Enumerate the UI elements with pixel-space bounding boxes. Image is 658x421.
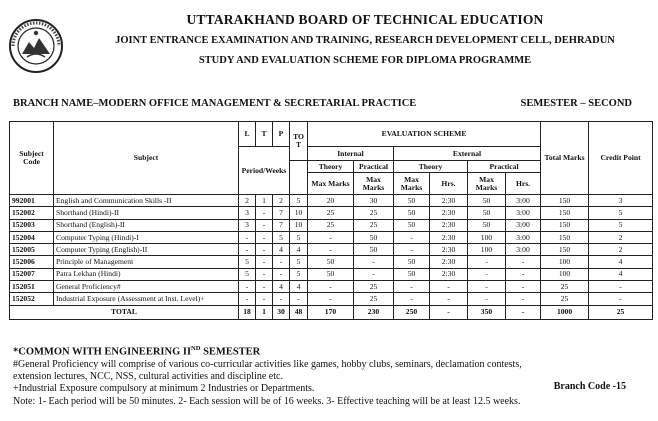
subject-name: Shorthand (Hindi)-II: [54, 207, 239, 219]
cell-T: -: [256, 231, 273, 243]
total-ext-theory: 250: [394, 305, 430, 319]
header-row-1: [10, 122, 653, 147]
cell-P: 4: [273, 281, 290, 293]
col-P: P: [273, 122, 290, 147]
subject-name: General Proficiency#: [54, 281, 239, 293]
board-title: UTTARAKHAND BOARD OF TECHNICAL EDUCATION: [186, 12, 544, 27]
cell-ext-practical-hrs: 3:00: [506, 231, 541, 243]
cell-T: -: [256, 281, 273, 293]
cell-ext-theory: -: [394, 281, 430, 293]
cell-TOT: 10: [290, 219, 308, 231]
cell-credit: 5: [589, 219, 653, 231]
cell-L: 5: [239, 268, 256, 280]
header-line-2: JOINT ENTRANCE EXAMINATION AND TRAINING, RESEARCH DEVELOPMENT CELL, DEHRADUN: [115, 35, 615, 46]
cell-total: 150: [541, 231, 589, 243]
cell-credit: 2: [589, 244, 653, 256]
cell-ext-practical-hrs: 3:00: [506, 207, 541, 219]
cell-int-practical: -: [354, 268, 394, 280]
cell-ext-practical: 50: [468, 195, 506, 207]
semester-label: SEMESTER – SECOND: [520, 98, 632, 109]
subject-code: 152052: [10, 293, 54, 305]
cell-P: 5: [273, 231, 290, 243]
common-note-text: *COMMON WITH ENGINEERING II: [13, 346, 192, 358]
cell-int-theory: 50: [308, 256, 354, 268]
cell-credit: 4: [589, 256, 653, 268]
subject-name: Shorthand (English)-II: [54, 219, 239, 231]
cell-P: -: [273, 256, 290, 268]
cell-ext-theory-hrs: 2:30: [430, 256, 468, 268]
cell-ext-practical: 100: [468, 231, 506, 243]
cell-ext-theory-hrs: -: [430, 281, 468, 293]
col-ext-theory: Theory: [394, 161, 468, 173]
table-row: [10, 219, 653, 231]
subject-code: 152051: [10, 281, 54, 293]
cell-int-theory: -: [308, 231, 354, 243]
cell-ext-theory-hrs: 2:30: [430, 195, 468, 207]
cell-ext-practical-hrs: -: [506, 268, 541, 280]
cell-ext-practical-hrs: 3:00: [506, 244, 541, 256]
cell-ext-practical-hrs: -: [506, 281, 541, 293]
cell-P: 7: [273, 207, 290, 219]
cell-total: 25: [541, 281, 589, 293]
total-int-theory: 170: [308, 305, 354, 319]
subject-name: Patra Lekhan (Hindi): [54, 268, 239, 280]
subject-code: 152006: [10, 256, 54, 268]
cell-P: 2: [273, 195, 290, 207]
cell-T: -: [256, 256, 273, 268]
common-note: [13, 345, 260, 358]
table-row: [10, 293, 653, 305]
cell-ext-practical: 50: [468, 207, 506, 219]
col-subject-code: Subject Code: [10, 122, 54, 195]
col-tot-blank: [290, 161, 308, 195]
subject-name: Principle of Management: [54, 256, 239, 268]
col-credit-point: Credit Point: [589, 122, 653, 195]
header-line-3: STUDY AND EVALUATION SCHEME FOR DIPLOMA PROGRAMME: [198, 55, 532, 66]
cell-credit: -: [589, 281, 653, 293]
cell-credit: 4: [589, 268, 653, 280]
cell-ext-theory-hrs: 2:30: [430, 244, 468, 256]
cell-int-practical: 25: [354, 207, 394, 219]
cell-ext-theory: 50: [394, 219, 430, 231]
cell-ext-theory-hrs: 2:30: [430, 207, 468, 219]
total-credit: 25: [589, 305, 653, 319]
col-ext-practical-hrs: Hrs.: [506, 173, 541, 195]
table-row: [10, 207, 653, 219]
total-int-practical: 230: [354, 305, 394, 319]
cell-credit: 3: [589, 195, 653, 207]
subject-code: 152002: [10, 207, 54, 219]
cell-P: -: [273, 268, 290, 280]
cell-int-theory: 25: [308, 207, 354, 219]
period-note: Note: 1- Each period will be 50 minutes. 2- Each session will be of 16 weeks. 3- Effective teaching will be at least 12.5 weeks.: [13, 396, 521, 407]
cell-int-practical: 30: [354, 195, 394, 207]
cell-L: 3: [239, 219, 256, 231]
subject-code: 152007: [10, 268, 54, 280]
table-row: [10, 244, 653, 256]
cell-ext-theory: 50: [394, 268, 430, 280]
cell-credit: -: [589, 293, 653, 305]
cell-ext-practical: -: [468, 293, 506, 305]
cell-int-practical: 50: [354, 231, 394, 243]
total-TOT: 48: [290, 305, 308, 319]
cell-int-theory: -: [308, 244, 354, 256]
cell-TOT: 5: [290, 268, 308, 280]
cell-L: -: [239, 244, 256, 256]
total-ext-practical-hrs: -: [506, 305, 541, 319]
cell-ext-practical-hrs: 3:00: [506, 195, 541, 207]
board-logo-icon: [8, 18, 64, 74]
col-L: L: [239, 122, 256, 147]
general-proficiency-note-2: extension lectures, NCC, NSS, cultural activities and discipline etc.: [13, 371, 283, 382]
subject-name: Computer Typing (Hindi)-I: [54, 231, 239, 243]
cell-L: -: [239, 231, 256, 243]
cell-ext-theory: -: [394, 231, 430, 243]
cell-P: 4: [273, 244, 290, 256]
cell-TOT: 5: [290, 231, 308, 243]
col-TOT: TOT: [290, 122, 308, 161]
table-row: [10, 256, 653, 268]
cell-ext-theory-hrs: 2:30: [430, 231, 468, 243]
cell-total: 100: [541, 268, 589, 280]
cell-int-practical: 25: [354, 281, 394, 293]
cell-ext-practical-hrs: -: [506, 256, 541, 268]
common-note-sup: ND: [191, 345, 201, 352]
cell-TOT: -: [290, 293, 308, 305]
evaluation-scheme-table: [9, 121, 653, 320]
general-proficiency-note: #General Proficiency will comprise of various co-curricular activities like games, hobby clubs, seminars, declamation contests,: [13, 359, 522, 370]
subject-code: 152005: [10, 244, 54, 256]
cell-total: 150: [541, 207, 589, 219]
col-T: T: [256, 122, 273, 147]
table-row: [10, 268, 653, 280]
cell-int-theory: -: [308, 281, 354, 293]
total-marks: 1000: [541, 305, 589, 319]
branch-code: Branch Code -15: [553, 381, 626, 392]
subject-code: 152004: [10, 231, 54, 243]
cell-total: 25: [541, 293, 589, 305]
cell-int-theory: 25: [308, 219, 354, 231]
cell-TOT: 10: [290, 207, 308, 219]
cell-int-practical: -: [354, 256, 394, 268]
total-T: 1: [256, 305, 273, 319]
col-internal: Internal: [308, 147, 394, 161]
cell-P: -: [273, 293, 290, 305]
subject-name: Computer Typing (English)-II: [54, 244, 239, 256]
cell-TOT: 4: [290, 281, 308, 293]
cell-credit: 5: [589, 207, 653, 219]
col-subject: Subject: [54, 122, 239, 195]
cell-ext-practical: 50: [468, 219, 506, 231]
cell-ext-practical: -: [468, 281, 506, 293]
col-period-weeks: Period/Weeks: [239, 147, 290, 195]
col-int-theory-max: Max Marks: [308, 173, 354, 195]
subject-code: 992001: [10, 195, 54, 207]
cell-ext-theory: -: [394, 293, 430, 305]
col-int-practical-max: Max Marks: [354, 173, 394, 195]
cell-T: -: [256, 219, 273, 231]
cell-int-theory: 50: [308, 268, 354, 280]
col-eval-scheme: EVALUATION SCHEME: [308, 122, 541, 147]
cell-T: -: [256, 268, 273, 280]
subject-name: Industrial Exposure (Assessment at Inst. Level)+: [54, 293, 239, 305]
cell-T: -: [256, 207, 273, 219]
cell-ext-theory: -: [394, 244, 430, 256]
table-row: [10, 231, 653, 243]
cell-L: 2: [239, 195, 256, 207]
cell-total: 150: [541, 195, 589, 207]
cell-TOT: 5: [290, 195, 308, 207]
cell-int-practical: 50: [354, 244, 394, 256]
cell-ext-practical-hrs: 3:00: [506, 219, 541, 231]
cell-total: 150: [541, 219, 589, 231]
cell-T: -: [256, 293, 273, 305]
total-label: TOTAL: [10, 305, 239, 319]
cell-ext-theory: 50: [394, 256, 430, 268]
cell-ext-practical: -: [468, 268, 506, 280]
col-total-marks: Total Marks: [541, 122, 589, 195]
col-ext-practical-max: Max Marks: [468, 173, 506, 195]
cell-TOT: 5: [290, 256, 308, 268]
total-ext-practical: 350: [468, 305, 506, 319]
table-row: [10, 195, 653, 207]
total-row: [10, 305, 653, 319]
cell-ext-theory-hrs: -: [430, 293, 468, 305]
cell-TOT: 4: [290, 244, 308, 256]
total-P: 30: [273, 305, 290, 319]
col-ext-practical: Practical: [468, 161, 541, 173]
cell-int-theory: 20: [308, 195, 354, 207]
cell-ext-theory: 50: [394, 207, 430, 219]
cell-T: -: [256, 244, 273, 256]
cell-ext-practical: 100: [468, 244, 506, 256]
col-external: External: [394, 147, 541, 161]
cell-ext-theory: 50: [394, 195, 430, 207]
cell-int-practical: 25: [354, 293, 394, 305]
col-int-practical: Practical: [354, 161, 394, 173]
total-ext-theory-hrs: -: [430, 305, 468, 319]
branch-name: BRANCH NAME–MODERN OFFICE MANAGEMENT & SECRETARIAL PRACTICE: [13, 98, 417, 109]
cell-total: 150: [541, 244, 589, 256]
cell-L: 3: [239, 207, 256, 219]
cell-T: 1: [256, 195, 273, 207]
subject-name: English and Communication Skills -II: [54, 195, 239, 207]
table-row: [10, 281, 653, 293]
cell-L: -: [239, 293, 256, 305]
cell-ext-theory-hrs: 2:30: [430, 219, 468, 231]
cell-P: 7: [273, 219, 290, 231]
cell-credit: 2: [589, 231, 653, 243]
total-L: 18: [239, 305, 256, 319]
industrial-exposure-note: +Industrial Exposure compulsory at minimum 2 Industries or Departments.: [13, 383, 315, 394]
cell-int-theory: -: [308, 293, 354, 305]
cell-ext-practical-hrs: -: [506, 293, 541, 305]
cell-ext-practical: -: [468, 256, 506, 268]
col-ext-theory-max: Max Marks: [394, 173, 430, 195]
cell-L: -: [239, 281, 256, 293]
cell-int-practical: 25: [354, 219, 394, 231]
cell-L: 5: [239, 256, 256, 268]
col-int-theory: Theory: [308, 161, 354, 173]
subject-code: 152003: [10, 219, 54, 231]
col-ext-theory-hrs: Hrs.: [430, 173, 468, 195]
cell-total: 100: [541, 256, 589, 268]
common-note-tail: SEMESTER: [200, 346, 261, 358]
cell-ext-theory-hrs: 2:30: [430, 268, 468, 280]
